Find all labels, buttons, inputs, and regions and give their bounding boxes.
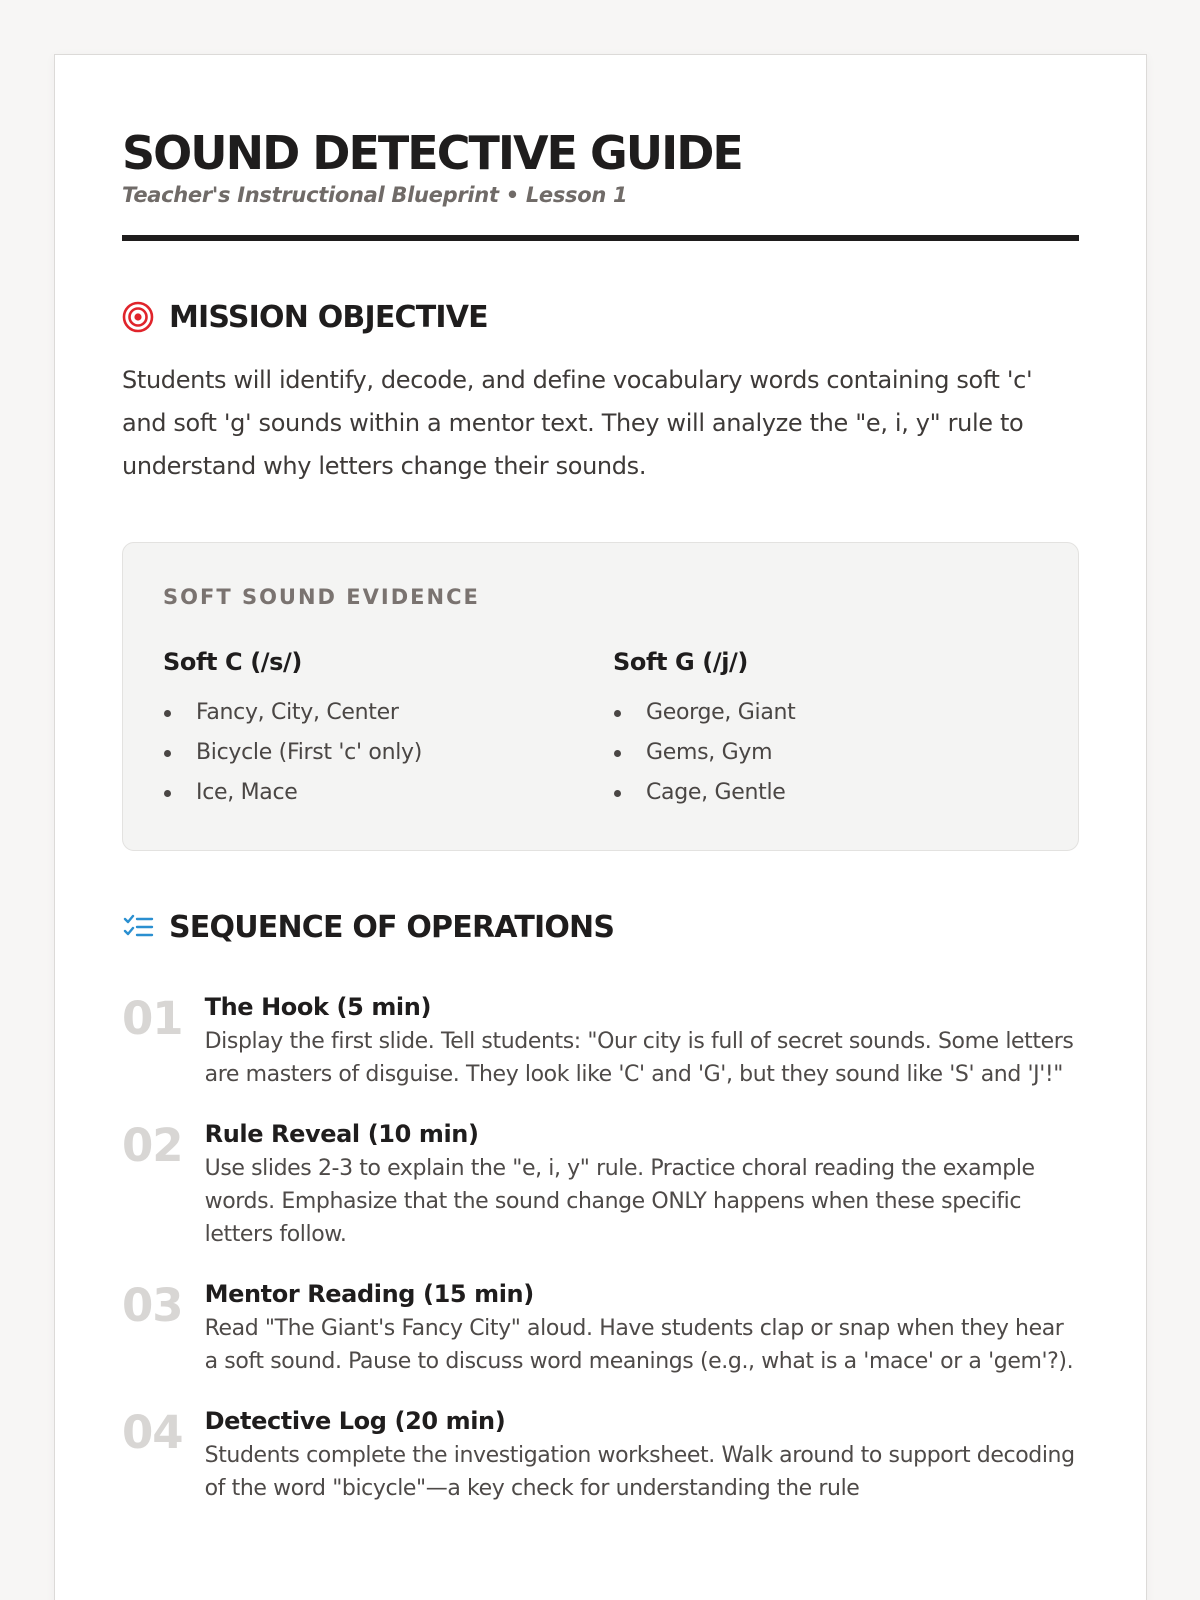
step-title: Rule Reveal (10 min) [204, 1120, 479, 1148]
step-body [205, 1278, 1079, 1378]
step-list [122, 991, 1079, 1505]
step-text: Display the first slide. Tell students: "Our city is full of secret sounds. Some letters are masters of disguise. They look like 'C' and 'G', but they sound like 'S' and 'J'!" [204, 1029, 1074, 1087]
objective-header [122, 297, 1079, 337]
title-divider [122, 235, 1079, 241]
objective-heading: MISSION OBJECTIVE [169, 299, 488, 335]
list-item [163, 773, 563, 813]
step-text: Students complete the investigation worksheet. Walk around to support decoding of the word "bicycle"—a key check for understanding the rule [204, 1443, 1075, 1501]
step-item [122, 1278, 1079, 1378]
bullet-icon [614, 790, 621, 797]
soft-g-column [613, 645, 1013, 813]
target-icon [122, 301, 154, 333]
list-item [163, 693, 563, 733]
list-item [163, 733, 563, 773]
step-item [122, 991, 1079, 1091]
bullet-icon [164, 750, 171, 757]
list-item [613, 773, 1013, 813]
list-item-text: Ice, Mace [196, 780, 298, 805]
soft-c-column [163, 645, 563, 813]
list-item-text: Bicycle (First 'c' only) [196, 740, 423, 765]
step-text: Use slides 2-3 to explain the "e, i, y" rule. Practice choral reading the example words. Emphasize that the sound change ONLY happens when these specific letters follow. [204, 1156, 1035, 1247]
sequence-header [122, 907, 1079, 947]
list-item-text: George, Giant [646, 700, 796, 725]
step-text: Read "The Giant's Fancy City" aloud. Have students clap or snap when they hear a soft sound. Pause to discuss word meanings (e.g., what is a 'mace' or a 'gem'?). [204, 1316, 1074, 1374]
step-title: Mentor Reading (15 min) [204, 1280, 534, 1308]
step-title: Detective Log (20 min) [204, 1407, 506, 1435]
bullet-icon [164, 790, 171, 797]
list-item-text: Cage, Gentle [646, 780, 786, 805]
bullet-icon [614, 750, 621, 757]
list-item-text: Gems, Gym [646, 740, 773, 765]
step-body [205, 1118, 1079, 1251]
evidence-title: SOFT SOUND EVIDENCE [163, 585, 480, 609]
list-item [613, 733, 1013, 773]
soft-g-list [613, 693, 1013, 813]
page-title: SOUND DETECTIVE GUIDE [122, 126, 742, 180]
page-subtitle: Teacher's Instructional Blueprint • Lesson 1 [122, 183, 628, 207]
checklist-icon [122, 911, 154, 943]
step-body [205, 991, 1079, 1091]
soft-g-heading: Soft G (/j/) [613, 648, 748, 676]
step-number: 02 [122, 1119, 183, 1172]
soft-c-list [163, 693, 563, 813]
step-number: 04 [122, 1406, 183, 1459]
step-item [122, 1405, 1079, 1505]
list-item [613, 693, 1013, 733]
soft-c-heading: Soft C (/s/) [163, 648, 302, 676]
step-body [205, 1405, 1079, 1505]
sequence-heading: SEQUENCE OF OPERATIONS [169, 909, 615, 945]
objective-text: Students will identify, decode, and define vocabulary words containing soft 'c' and soft 'g' sounds within a mentor text. They will analyze the "e, i, y" rule to understand why letters change their sounds. [122, 366, 1033, 480]
evidence-panel [122, 542, 1079, 851]
bullet-icon [164, 710, 171, 717]
step-number: 03 [122, 1279, 183, 1332]
step-title: The Hook (5 min) [204, 993, 432, 1021]
document-content [122, 125, 1079, 1532]
list-item-text: Fancy, City, Center [196, 700, 399, 725]
bullet-icon [614, 710, 621, 717]
step-number: 01 [122, 992, 183, 1045]
step-item [122, 1118, 1079, 1251]
document-page [54, 54, 1147, 1600]
